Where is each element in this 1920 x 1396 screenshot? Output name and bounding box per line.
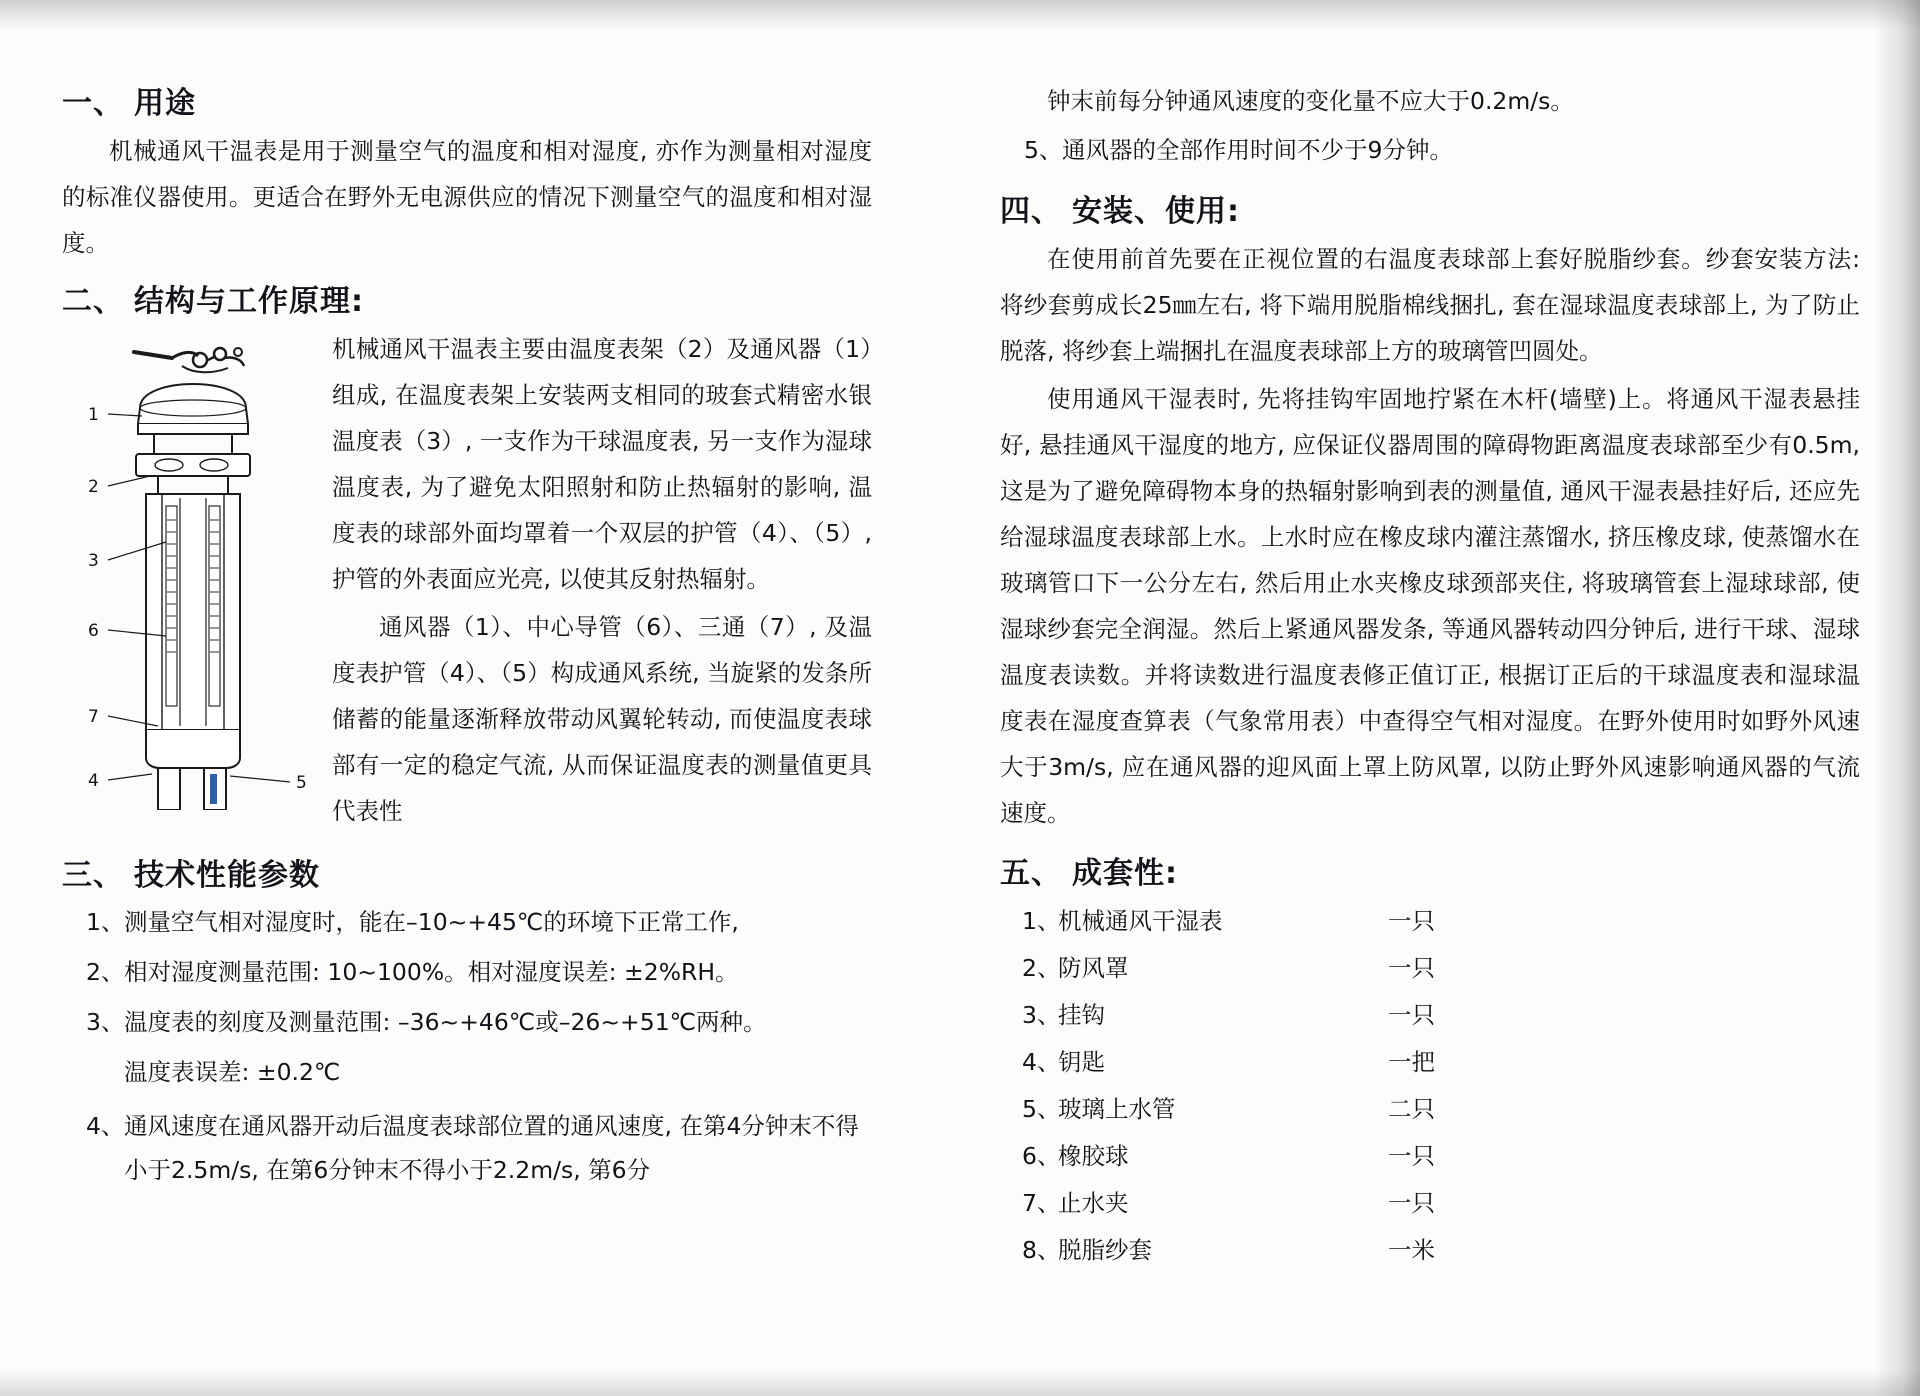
section-title-4: 安装、使用: <box>1072 194 1240 229</box>
figure-label-1: 1 <box>88 405 99 425</box>
kit-row-name: 止水夹 <box>1058 1189 1129 1217</box>
section-2-paragraph-1: 机械通风干温表主要由温度表架（2）及通风器（1）组成, 在温度表架上安装两支相同的玻套式精密水银温度表（3）, 一支作为干球温度表, 另一支作为湿球温度表, 为了避免太阳照射和防止热辐射的影响, 温度表的球部外面均罩着一个双层的护管（4）、（5）, 护管的外表面应光亮, 以使其反射热辐射。 <box>332 335 872 593</box>
kit-row-qty: 一只 <box>1388 1189 1435 1217</box>
section-title-1: 用途 <box>134 86 196 121</box>
kit-row <box>1000 1133 1860 1180</box>
figure-label-7: 7 <box>88 707 99 727</box>
kit-row <box>1000 992 1860 1039</box>
spec-item-3 <box>62 1000 872 1044</box>
kit-row-name: 橡胶球 <box>1058 1142 1129 1170</box>
kit-row-number: 2、 <box>1022 954 1061 982</box>
section-2-paragraph-2: 通风器（1）、中心导管（6）、三通（7）, 及温度表护管（4）、（5）构成通风系统, 当旋紧的发条所储蓄的能量逐渐释放带动风翼轮转动, 而使温度表球部有一定的稳定气流, 从而保证温度表的测量值更具代表性 <box>332 613 872 825</box>
spec-item-1-number: 1、 <box>86 908 125 936</box>
section-1-paragraph: 机械通风干温表是用于测量空气的温度和相对湿度, 亦作为测量相对湿度的标准仪器使用。更适合在野外无电源供应的情况下测量空气的温度和相对湿度。 <box>62 137 872 257</box>
kit-row-number: 8、 <box>1022 1236 1061 1264</box>
spec-item-2 <box>62 950 872 994</box>
kit-row-name: 机械通风干湿表 <box>1058 907 1223 935</box>
kit-row-number: 1、 <box>1022 907 1061 935</box>
kit-row-number: 3、 <box>1022 1001 1061 1029</box>
section-heading-1 <box>62 78 872 122</box>
section-number-1: 一、 <box>62 86 124 121</box>
figure-diagram <box>62 330 322 810</box>
spec-item-1-text: 测量空气相对湿度时，能在–10~+45℃的环境下正常工作, <box>124 908 739 936</box>
kit-row-name: 钥匙 <box>1058 1048 1105 1076</box>
continuation-paragraph: 钟末前每分钟通风速度的变化量不应大于0.2m/s。 <box>1047 87 1574 115</box>
spec-item-4 <box>62 1104 872 1192</box>
figure-label-3: 3 <box>88 551 99 571</box>
section-heading-3 <box>62 850 872 894</box>
figure-label-6: 6 <box>88 621 99 641</box>
spec-item-2-text: 相对湿度测量范围: 10~100%。相对湿度误差: ±2%RH。 <box>124 958 739 986</box>
figure-label-2: 2 <box>88 477 99 497</box>
kit-row <box>1000 945 1860 992</box>
kit-row-qty: 一只 <box>1388 907 1435 935</box>
kit-row-qty: 一只 <box>1388 954 1435 982</box>
kit-row-number: 5、 <box>1022 1095 1061 1123</box>
spec-item-3-extra: 温度表误差: ±0.2℃ <box>124 1058 341 1086</box>
figure-label-5: 5 <box>296 773 307 793</box>
section-number-3: 三、 <box>62 858 124 893</box>
kit-row-name: 玻璃上水管 <box>1058 1095 1176 1123</box>
spec-item-5 <box>1000 128 1860 172</box>
kit-row-qty: 一米 <box>1388 1236 1435 1264</box>
spec-item-5-text: 通风器的全部作用时间不少于9分钟。 <box>1062 136 1453 164</box>
spec-item-4-text: 通风速度在通风器开动后温度表球部位置的通风速度, 在第4分钟末不得小于2.5m/s, 在第6分钟末不得小于2.2m/s, 第6分 <box>124 1112 859 1184</box>
section-heading-2 <box>62 276 872 320</box>
section-4-paragraph-2: 使用通风干湿表时, 先将挂钩牢固地拧紧在木杆(墙壁)上。将通风干湿表悬挂好, 悬挂通风干湿度的地方, 应保证仪器周围的障碍物距离温度表球部至少有0.5m, 这是为了避免障碍物本身的热辐射影响到表的测量值, 通风干湿表悬挂好后, 还应先给湿球温度表球部上水。上水时应在橡皮球内灌注蒸馏水, 挤压橡皮球, 使蒸馏水在玻璃管口下一公分左右, 然后用止水夹橡皮球颈部夹住, 将玻璃管套上湿球球部, 使湿球纱套完全润湿。然后上紧通风器发条, 等通风器转动四分钟后, 进行干球、湿球温度表读数。并将读数进行温度表修正值订正, 根据订正后的干球温度表和湿球温度表在湿度查算表（气象常用表）中查得空气相对湿度。在野外使用时如野外风速大于3m/s, 应在通风器的迎风面上罩上防风罩, 以防止野外风速影响通风器的气流速度。 <box>1000 385 1860 827</box>
spec-item-3-text: 温度表的刻度及测量范围: –36~+46℃或–26~+51℃两种。 <box>124 1008 767 1036</box>
kit-row-name: 挂钩 <box>1058 1001 1105 1029</box>
section-number-5: 五、 <box>1000 856 1062 891</box>
kit-row-number: 7、 <box>1022 1189 1061 1217</box>
spec-item-2-number: 2、 <box>86 958 125 986</box>
left-column <box>62 78 872 1198</box>
instrument-diagram-svg <box>62 330 322 810</box>
kit-row-name: 防风罩 <box>1058 954 1129 982</box>
kit-row-qty: 一只 <box>1388 1001 1435 1029</box>
spec-item-5-number: 5、 <box>1024 136 1063 164</box>
kit-list <box>1000 898 1860 1274</box>
kit-row-number: 6、 <box>1022 1142 1061 1170</box>
spec-item-3-number: 3、 <box>86 1008 125 1036</box>
section-title-3: 技术性能参数 <box>134 858 320 893</box>
section-title-5: 成套性: <box>1072 856 1178 891</box>
kit-row <box>1000 1086 1860 1133</box>
kit-row <box>1000 1039 1860 1086</box>
scan-shadow-right <box>1874 0 1920 1396</box>
section-heading-4 <box>1000 186 1860 230</box>
kit-row <box>1000 1180 1860 1227</box>
kit-row <box>1000 1227 1860 1274</box>
figure-label-4: 4 <box>88 771 99 791</box>
kit-row-number: 4、 <box>1022 1048 1061 1076</box>
section-heading-5 <box>1000 848 1860 892</box>
section-number-4: 四、 <box>1000 194 1062 229</box>
kit-row <box>1000 898 1860 945</box>
section-4-paragraph-1: 在使用前首先要在正视位置的右温度表球部上套好脱脂纱套。纱套安装方法: 将纱套剪成长25㎜左右, 将下端用脱脂棉线捆扎, 套在湿球温度表球部上, 为了防止脱落, 将纱套上端捆扎在温度表球部上方的玻璃管凹圆处。 <box>1000 245 1860 365</box>
kit-row-qty: 二只 <box>1388 1095 1435 1123</box>
section-title-2: 结构与工作原理: <box>134 284 364 319</box>
spec-item-4-number: 4、 <box>86 1112 125 1140</box>
spec-item-1 <box>62 900 872 944</box>
kit-row-name: 脱脂纱套 <box>1058 1236 1152 1264</box>
kit-row-qty: 一把 <box>1388 1048 1435 1076</box>
right-column <box>1000 78 1860 1274</box>
kit-row-qty: 一只 <box>1388 1142 1435 1170</box>
scan-shadow-bottom <box>0 1370 1920 1396</box>
scan-shadow-top <box>0 0 1920 30</box>
section-number-2: 二、 <box>62 284 124 319</box>
